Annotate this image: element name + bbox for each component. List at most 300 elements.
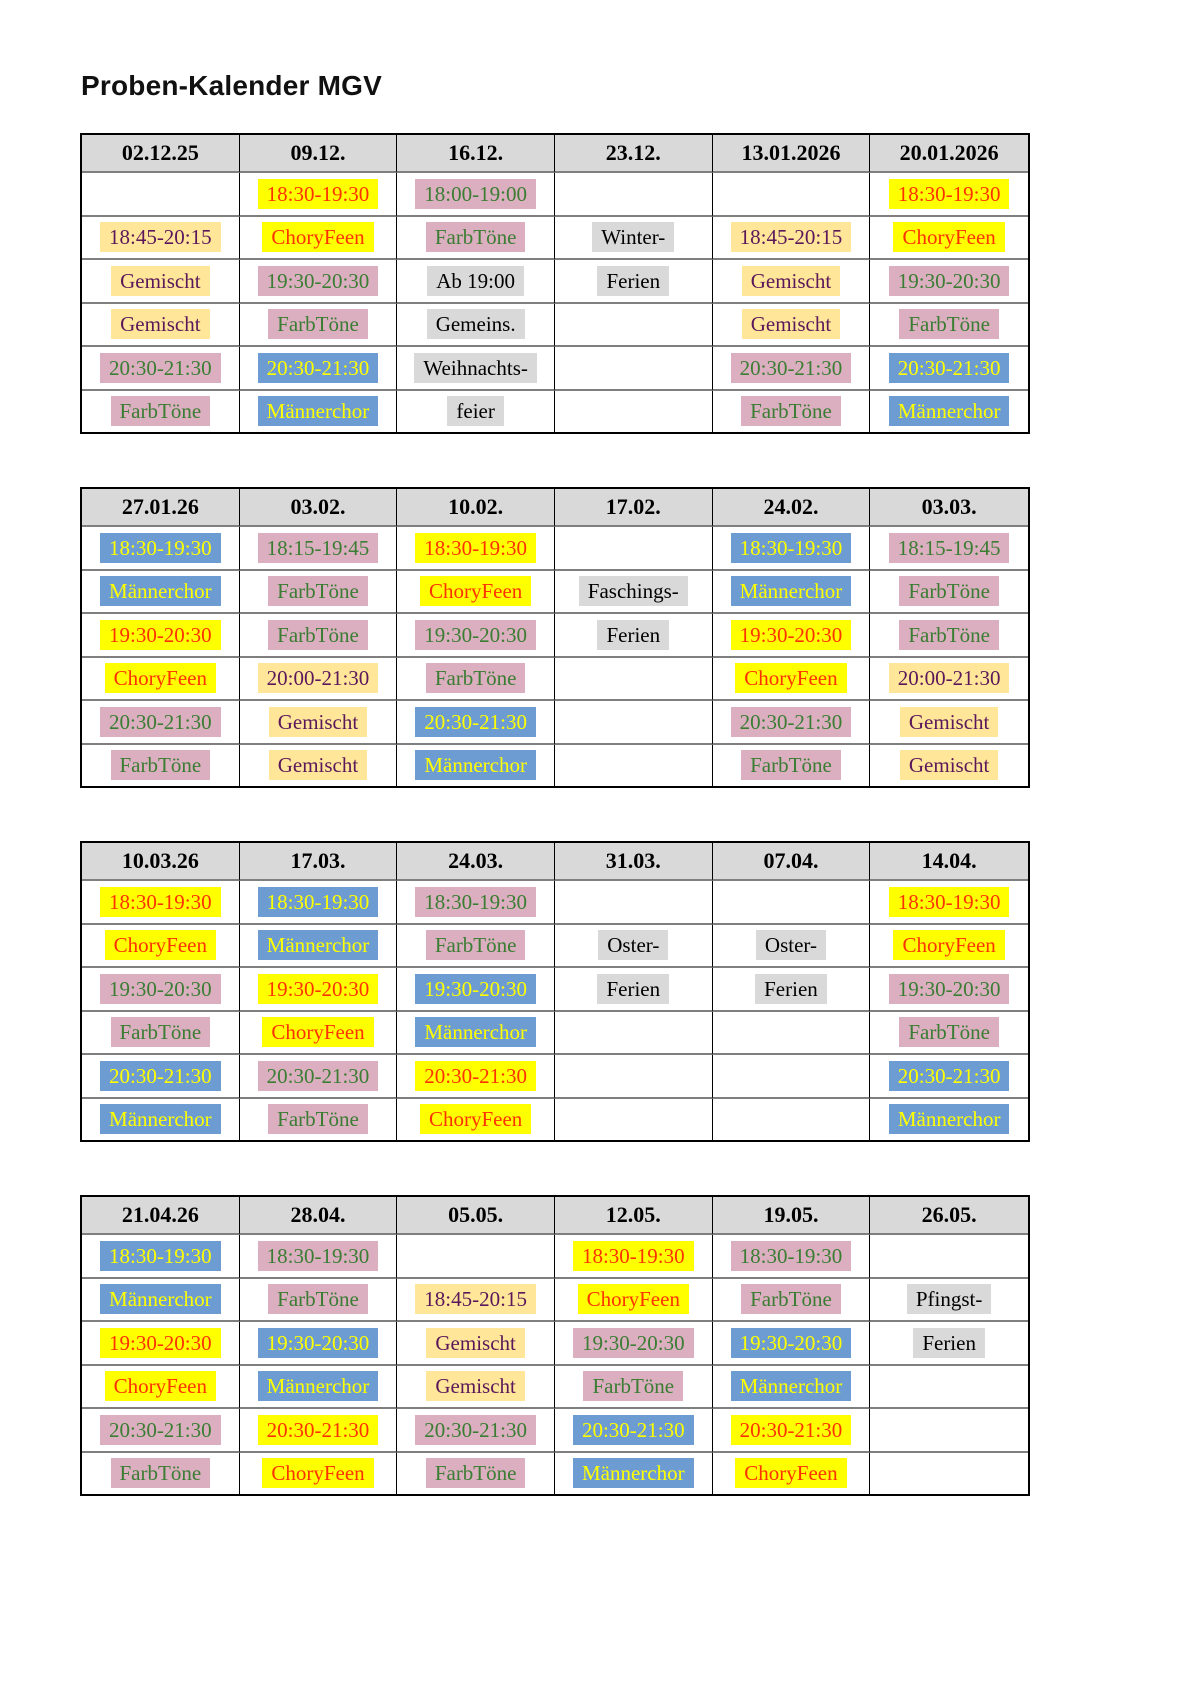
schedule-cell [870,1012,1028,1056]
highlight-chip: ChoryFeen [262,1458,373,1488]
highlight-chip: Winter- [592,222,674,252]
date-header-cell: 16.12. [397,135,555,173]
highlight-chip: 18:45-20:15 [415,1284,536,1314]
highlight-chip: Ferien [597,266,669,296]
schedule-cell [870,304,1028,348]
schedule-cell [713,1366,871,1410]
schedule-cell [555,1235,713,1279]
highlight-chip: Männerchor [573,1458,694,1488]
highlight-chip: 18:30-19:30 [731,1241,852,1271]
date-header-row [82,489,1028,527]
highlight-chip: 19:30-20:30 [258,1328,379,1358]
highlight-chip: Männerchor [100,576,221,606]
highlight-chip: 18:30-19:30 [258,1241,379,1271]
schedule-cell [240,614,398,658]
schedule-cell [555,745,713,787]
highlight-chip: ChoryFeen [105,1371,216,1401]
highlight-chip: 20:30-21:30 [731,707,852,737]
highlight-chip: Männerchor [889,396,1010,426]
highlight-chip: ChoryFeen [262,1017,373,1047]
highlight-chip: 19:30-20:30 [415,974,536,1004]
highlight-chip: Gemischt [269,750,367,780]
date-header-cell: 09.12. [240,135,398,173]
highlight-chip: Weihnachts- [414,353,536,383]
schedule-row [82,1366,1028,1410]
highlight-chip: 20:30-21:30 [415,707,536,737]
date-header-cell: 23.12. [555,135,713,173]
schedule-cell [240,968,398,1012]
schedule-cell [240,925,398,969]
highlight-chip: 19:30-20:30 [731,1328,852,1358]
schedule-row [82,527,1028,571]
schedule-cell [870,968,1028,1012]
date-header-cell: 17.02. [555,489,713,527]
highlight-chip: 19:30-20:30 [258,974,379,1004]
highlight-chip: 20:00-21:30 [258,663,379,693]
schedule-cell [870,925,1028,969]
highlight-chip: FarbTöne [741,396,841,426]
highlight-chip: 18:30-19:30 [100,1241,221,1271]
schedule-cell [713,701,871,745]
schedule-row [82,571,1028,615]
highlight-chip: FarbTöne [111,1458,211,1488]
schedule-cell [240,527,398,571]
schedule-cell [82,173,240,217]
highlight-chip: 18:45-20:15 [731,222,852,252]
highlight-chip: 19:30-20:30 [258,266,379,296]
schedule-cell [713,304,871,348]
highlight-chip: 19:30-20:30 [100,1328,221,1358]
highlight-chip: 18:00-19:00 [415,179,536,209]
highlight-chip: Ferien [597,620,669,650]
highlight-chip: ChoryFeen [893,222,1004,252]
highlight-chip: Gemischt [426,1371,524,1401]
schedule-cell [870,391,1028,433]
highlight-chip: FarbTöne [899,620,999,650]
highlight-chip: Männerchor [258,396,379,426]
schedule-cell [82,1322,240,1366]
date-header-cell: 07.04. [713,843,871,881]
date-header-row [82,843,1028,881]
highlight-chip: Männerchor [100,1284,221,1314]
highlight-chip: FarbTöne [583,1371,683,1401]
schedule-cell [82,260,240,304]
schedule-cell [397,701,555,745]
schedule-row [82,881,1028,925]
highlight-chip: FarbTöne [741,750,841,780]
schedule-cell [713,968,871,1012]
schedule-cell [397,1055,555,1099]
schedule-cell [397,1099,555,1141]
schedule-cell [870,658,1028,702]
date-header-cell: 27.01.26 [82,489,240,527]
highlight-chip: ChoryFeen [105,930,216,960]
schedule-cell [870,614,1028,658]
schedule-cell [240,1235,398,1279]
schedule-cell [870,745,1028,787]
schedule-cell [82,701,240,745]
schedule-cell [82,925,240,969]
schedule-table [80,487,1030,788]
schedule-cell [555,614,713,658]
schedule-cell [82,881,240,925]
highlight-chip: Männerchor [731,576,852,606]
schedule-cell [397,1012,555,1056]
highlight-chip: Gemischt [742,266,840,296]
schedule-cell [397,1322,555,1366]
date-header-cell: 19.05. [713,1197,871,1235]
schedule-row [82,260,1028,304]
date-header-cell: 17.03. [240,843,398,881]
schedule-cell [555,1453,713,1495]
highlight-chip: FarbTöne [426,1458,526,1488]
schedule-cell [82,571,240,615]
schedule-cell [713,614,871,658]
schedule-cell [713,881,871,925]
schedule-cell [870,571,1028,615]
schedule-cell [713,527,871,571]
date-header-cell: 14.04. [870,843,1028,881]
schedule-cell [82,968,240,1012]
highlight-chip: FarbTöne [899,576,999,606]
highlight-chip: ChoryFeen [262,222,373,252]
schedule-cell [870,1409,1028,1453]
schedule-cell [555,881,713,925]
highlight-chip: 20:30-21:30 [100,707,221,737]
highlight-chip: FarbTöne [899,309,999,339]
highlight-chip: Ferien [913,1328,985,1358]
schedule-row [82,173,1028,217]
schedule-cell [555,1409,713,1453]
highlight-chip: FarbTöne [111,396,211,426]
schedule-cell [870,1453,1028,1495]
highlight-chip: 20:30-21:30 [731,1415,852,1445]
highlight-chip: Gemischt [900,707,998,737]
schedule-row [82,1279,1028,1323]
schedule-cell [555,658,713,702]
highlight-chip: FarbTöne [741,1284,841,1314]
schedule-cell [870,1235,1028,1279]
schedule-row [82,391,1028,433]
highlight-chip: Gemischt [900,750,998,780]
highlight-chip: FarbTöne [899,1017,999,1047]
highlight-chip: Gemeins. [427,309,525,339]
schedule-cell [397,1366,555,1410]
highlight-chip: Männerchor [415,750,536,780]
highlight-chip: Oster- [598,930,668,960]
page-title: Proben-Kalender MGV [81,70,382,101]
schedule-cell [397,614,555,658]
schedule-cell [240,347,398,391]
date-header-cell: 31.03. [555,843,713,881]
schedule-cell [82,1055,240,1099]
schedule-cell [397,1453,555,1495]
highlight-chip: Männerchor [889,1104,1010,1134]
schedule-cell [240,1322,398,1366]
schedule-cell [713,1055,871,1099]
schedule-cell [870,217,1028,261]
highlight-chip: ChoryFeen [735,1458,846,1488]
highlight-chip: FarbTöne [111,750,211,780]
highlight-chip: 18:30-19:30 [258,887,379,917]
highlight-chip: 19:30-20:30 [731,620,852,650]
highlight-chip: ChoryFeen [893,930,1004,960]
schedule-cell [555,701,713,745]
schedule-cell [397,260,555,304]
schedule-cell [240,391,398,433]
schedule-cell [397,658,555,702]
schedule-cell [397,391,555,433]
schedule-cell [82,304,240,348]
schedule-cell [397,1279,555,1323]
schedule-cell [555,304,713,348]
schedule-row [82,1235,1028,1279]
schedule-cell [555,527,713,571]
schedule-row [82,347,1028,391]
highlight-chip: Gemischt [111,266,209,296]
highlight-chip: FarbTöne [426,663,526,693]
highlight-chip: Gemischt [742,309,840,339]
highlight-chip: ChoryFeen [105,663,216,693]
highlight-chip: 20:30-21:30 [100,1061,221,1091]
schedule-cell [82,1409,240,1453]
schedule-cell [713,1012,871,1056]
highlight-chip: 20:30-21:30 [258,1415,379,1445]
schedule-cell [82,658,240,702]
highlight-chip: 18:15-19:45 [258,533,379,563]
highlight-chip: FarbTöne [268,576,368,606]
schedule-cell [555,1366,713,1410]
schedule-cell [870,1099,1028,1141]
schedule-cell [555,347,713,391]
schedule-cell [555,217,713,261]
schedule-cell [240,1055,398,1099]
highlight-chip: 18:30-19:30 [100,887,221,917]
schedule-cell [82,745,240,787]
schedule-row [82,925,1028,969]
schedule-row [82,1453,1028,1495]
highlight-chip: 18:30-19:30 [889,887,1010,917]
schedule-cell [713,260,871,304]
schedule-cell [397,1235,555,1279]
schedule-cell [870,1279,1028,1323]
schedule-cell [870,527,1028,571]
highlight-chip: ChoryFeen [420,1104,531,1134]
highlight-chip: Ab 19:00 [427,266,524,296]
schedule-cell [397,571,555,615]
schedule-cell [870,347,1028,391]
schedule-row [82,614,1028,658]
schedule-row [82,968,1028,1012]
schedule-cell [397,527,555,571]
date-header-cell: 24.02. [713,489,871,527]
highlight-chip: 18:30-19:30 [415,533,536,563]
highlight-chip: FarbTöne [426,222,526,252]
schedule-cell [870,1366,1028,1410]
schedule-row [82,1055,1028,1099]
schedule-row [82,1012,1028,1056]
schedule-row [82,701,1028,745]
schedule-cell [240,217,398,261]
highlight-chip: 18:30-19:30 [100,533,221,563]
schedule-cell [870,173,1028,217]
schedule-cell [397,1409,555,1453]
schedule-table [80,133,1030,434]
schedule-cell [397,217,555,261]
highlight-chip: 20:30-21:30 [258,1061,379,1091]
schedule-cell [713,1322,871,1366]
schedule-cell [713,173,871,217]
schedule-row [82,745,1028,787]
highlight-chip: 20:30-21:30 [889,353,1010,383]
schedule-row [82,1099,1028,1141]
highlight-chip: Männerchor [258,930,379,960]
date-header-cell: 12.05. [555,1197,713,1235]
schedule-cell [713,925,871,969]
highlight-chip: FarbTöne [268,309,368,339]
schedule-cell [397,745,555,787]
schedule-cell [713,745,871,787]
schedule-cell [555,1055,713,1099]
schedule-cell [240,1279,398,1323]
highlight-chip: 20:30-21:30 [258,353,379,383]
schedule-cell [870,1322,1028,1366]
date-header-row [82,1197,1028,1235]
schedule-cell [240,1409,398,1453]
schedule-cell [555,391,713,433]
schedule-cell [82,1099,240,1141]
schedule-cell [240,1099,398,1141]
highlight-chip: 19:30-20:30 [573,1328,694,1358]
schedule-cell [555,173,713,217]
highlight-chip: 19:30-20:30 [889,974,1010,1004]
highlight-chip: 18:30-19:30 [415,887,536,917]
schedule-cell [240,304,398,348]
highlight-chip: 20:30-21:30 [889,1061,1010,1091]
highlight-chip: 19:30-20:30 [889,266,1010,296]
highlight-chip: ChoryFeen [735,663,846,693]
schedule-cell [555,571,713,615]
highlight-chip: FarbTöne [426,930,526,960]
schedule-cell [713,347,871,391]
schedule-cell [82,1366,240,1410]
schedule-cell [713,1279,871,1323]
highlight-chip: FarbTöne [268,620,368,650]
schedule-cell [82,1012,240,1056]
schedule-cell [397,968,555,1012]
highlight-chip: 19:30-20:30 [100,620,221,650]
highlight-chip: 18:30-19:30 [889,179,1010,209]
schedule-cell [713,1409,871,1453]
schedule-cell [397,304,555,348]
highlight-chip: ChoryFeen [578,1284,689,1314]
date-header-row [82,135,1028,173]
highlight-chip: 20:30-21:30 [573,1415,694,1445]
schedule-cell [240,745,398,787]
schedule-cell [82,1235,240,1279]
highlight-chip: Männerchor [258,1371,379,1401]
highlight-chip: Faschings- [579,576,688,606]
highlight-chip: FarbTöne [268,1104,368,1134]
highlight-chip: 20:30-21:30 [731,353,852,383]
highlight-chip: Männerchor [100,1104,221,1134]
schedule-cell [555,925,713,969]
schedule-table [80,841,1030,1142]
schedule-cell [82,391,240,433]
schedule-cell [555,1012,713,1056]
highlight-chip: 20:30-21:30 [415,1061,536,1091]
date-header-cell: 10.03.26 [82,843,240,881]
highlight-chip: FarbTöne [268,1284,368,1314]
schedule-cell [870,701,1028,745]
highlight-chip: feier [447,396,503,426]
schedule-cell [240,173,398,217]
highlight-chip: FarbTöne [111,1017,211,1047]
schedule-cell [397,173,555,217]
schedule-cell [555,1099,713,1141]
highlight-chip: Gemischt [269,707,367,737]
highlight-chip: 18:15-19:45 [889,533,1010,563]
highlight-chip: 20:30-21:30 [100,1415,221,1445]
schedule-cell [870,1055,1028,1099]
schedule-row [82,1322,1028,1366]
highlight-chip: 18:45-20:15 [100,222,221,252]
schedule-cell [240,260,398,304]
highlight-chip: 20:30-21:30 [100,353,221,383]
highlight-chip: 18:30-19:30 [258,179,379,209]
highlight-chip: ChoryFeen [420,576,531,606]
schedule-cell [82,527,240,571]
highlight-chip: Männerchor [731,1371,852,1401]
schedule-cell [240,1012,398,1056]
date-header-cell: 02.12.25 [82,135,240,173]
schedule-cell [240,571,398,615]
schedule-cell [713,217,871,261]
date-header-cell: 05.05. [397,1197,555,1235]
schedule-cell [555,968,713,1012]
schedule-cell [713,1099,871,1141]
tables-container [80,133,1192,1496]
schedule-cell [82,614,240,658]
schedule-row [82,658,1028,702]
highlight-chip: 18:30-19:30 [573,1241,694,1271]
highlight-chip: Ferien [597,974,669,1004]
highlight-chip: Gemischt [111,309,209,339]
date-header-cell: 26.05. [870,1197,1028,1235]
date-header-cell: 28.04. [240,1197,398,1235]
schedule-cell [870,260,1028,304]
schedule-cell [713,658,871,702]
highlight-chip: 20:30-21:30 [415,1415,536,1445]
date-header-cell: 21.04.26 [82,1197,240,1235]
schedule-cell [397,347,555,391]
schedule-cell [713,391,871,433]
schedule-cell [713,1235,871,1279]
date-header-cell: 24.03. [397,843,555,881]
schedule-cell [82,347,240,391]
date-header-cell: 10.02. [397,489,555,527]
schedule-cell [713,1453,871,1495]
date-header-cell: 13.01.2026 [713,135,871,173]
highlight-chip: 20:00-21:30 [889,663,1010,693]
schedule-cell [240,701,398,745]
highlight-chip: Oster- [756,930,826,960]
date-header-cell: 03.03. [870,489,1028,527]
schedule-cell [870,881,1028,925]
schedule-cell [713,571,871,615]
schedule-cell [82,217,240,261]
schedule-row [82,1409,1028,1453]
